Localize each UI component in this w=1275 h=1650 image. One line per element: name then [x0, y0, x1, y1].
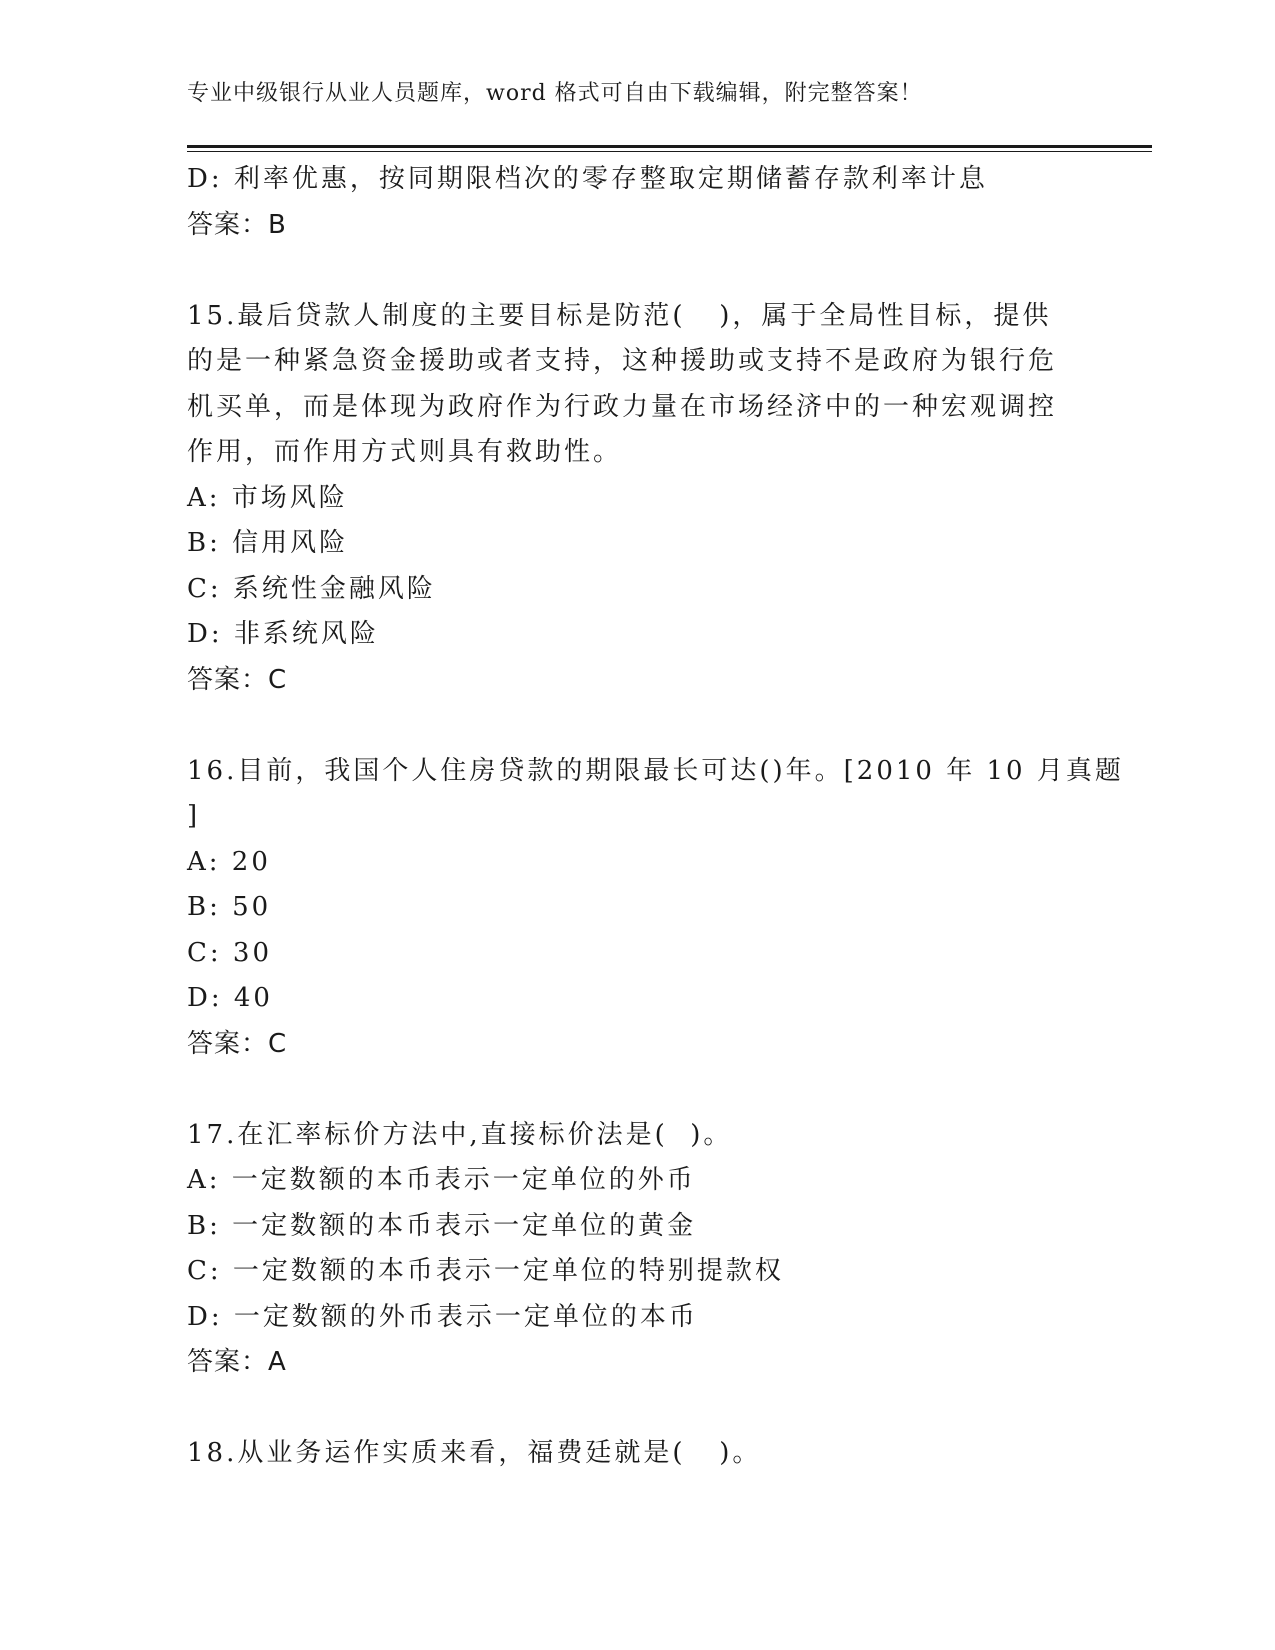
question-text-line: 的是一种紧急资金援助或者支持，这种援助或支持不是政府为银行危: [187, 346, 1058, 376]
answer-line: 答案：C: [187, 1028, 288, 1059]
answer-line: 答案：B: [187, 209, 287, 240]
option-c: C: 30: [187, 937, 273, 968]
question-block-18: [187, 1431, 1087, 1477]
header-rule-thin: [187, 151, 1152, 152]
option-b: B: 信用风险: [187, 528, 349, 558]
option-b: B: 一定数额的本币表示一定单位的黄金: [187, 1210, 697, 1241]
answer-line: 答案：C: [187, 664, 288, 695]
question-text-line: 机买单，而是体现为政府作为行政力量在市场经济中的一种宏观调控: [187, 391, 1058, 422]
answer-line: 答案：A: [187, 1347, 287, 1377]
option-c: C: 一定数额的本币表示一定单位的特别提款权: [187, 1256, 784, 1286]
question-text-line: 17.在汇率标价方法中,直接标价法是( )。: [187, 1119, 733, 1150]
option-d: D: 一定数额的外币表示一定单位的本币: [187, 1301, 698, 1332]
option-c: C: 系统性金融风险: [187, 573, 436, 604]
option-a: A: 市场风险: [187, 482, 348, 513]
question-text-line: 16.目前，我国个人住房贷款的期限最长可达()年。[2010 年 10 月真题: [187, 755, 1124, 786]
question-block-17: [187, 1113, 1087, 1386]
question-block-15: [187, 294, 1087, 704]
question-text-line: ]: [187, 801, 201, 831]
question-block-14: [187, 157, 1087, 248]
document-body: [187, 157, 1124, 1477]
question-text-line: 作用，而作用方式则具有救助性。: [187, 437, 623, 467]
question-block-16: [187, 749, 1124, 1068]
option-d: D: 非系统风险: [187, 619, 379, 649]
option-b: B: 50: [187, 892, 272, 922]
option-a: A: 一定数额的本币表示一定单位的外币: [187, 1165, 696, 1195]
question-text-line: 18.从业务运作实质来看，福费廷就是( )。: [187, 1438, 762, 1468]
option-d: D: 利率优惠，按同期限档次的零存整取定期储蓄存款利率计息: [187, 164, 988, 194]
header-rule-thick: [187, 145, 1152, 148]
option-d: D: 40: [187, 983, 273, 1013]
option-a: A: 20: [187, 846, 271, 877]
page-header: 专业中级银行从业人员题库，word 格式可自由下载编辑，附完整答案！: [187, 81, 923, 106]
question-text-line: 15.最后贷款人制度的主要目标是防范( )，属于全局性目标，提供: [187, 300, 1052, 331]
